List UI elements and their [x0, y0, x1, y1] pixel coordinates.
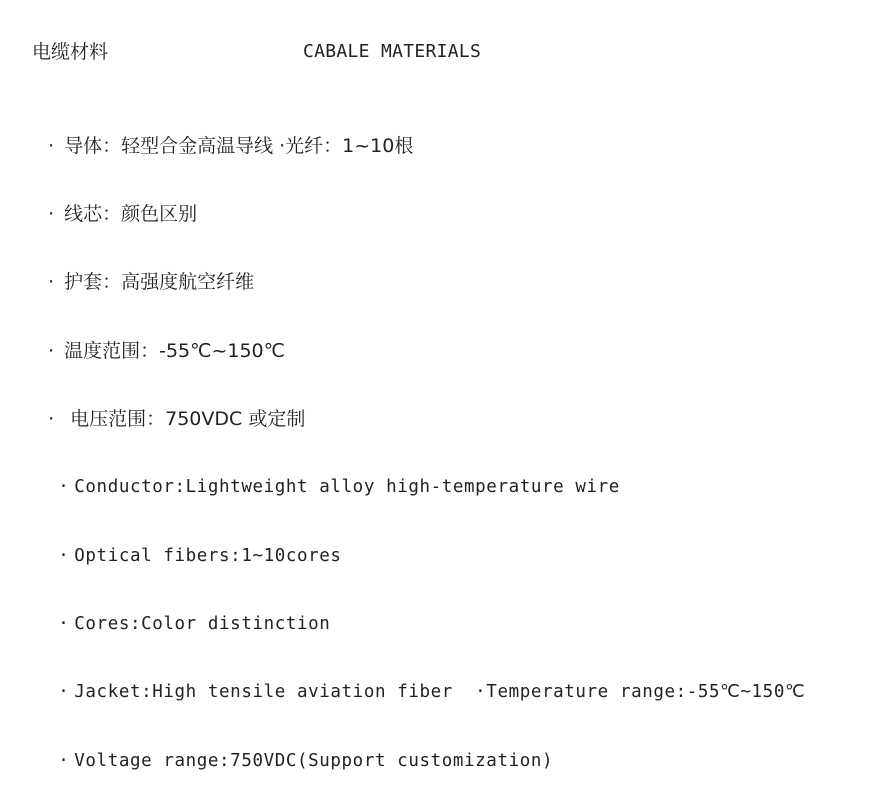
- list-item-conductor-en: [36, 451, 620, 499]
- list-item-conductor-cn: [36, 110, 413, 158]
- list-item-text: 护套：高强度航空纤维: [64, 271, 255, 293]
- list-item-text: 温度范围：-55℃~150℃: [64, 340, 285, 362]
- list-item-optical-en: [36, 520, 342, 568]
- list-item-temperature-cn: [36, 315, 285, 363]
- bullet: ·: [48, 203, 55, 225]
- list-item-jacket-temperature-en: [36, 656, 805, 704]
- bullet: ·: [58, 682, 70, 702]
- bullet: ·: [58, 614, 70, 634]
- list-item-text: 电压范围：750VDC 或定制: [64, 408, 306, 430]
- bullet: ·: [48, 135, 55, 157]
- list-item-jacket-cn: [36, 246, 254, 294]
- bullet: ·: [58, 546, 70, 566]
- bullet: ·: [58, 477, 70, 497]
- list-item-text: Conductor:Lightweight alloy high-temperature wire: [74, 477, 620, 497]
- list-item-text: Cores:Color distinction: [74, 614, 331, 634]
- list-item-cores-en: [36, 588, 330, 636]
- list-item-text: 线芯：颜色区别: [64, 203, 198, 225]
- bullet: ·: [58, 751, 70, 771]
- title-english: CABALE MATERIALS: [303, 41, 482, 62]
- list-item-cores-cn: [36, 178, 197, 226]
- title-chinese: 电缆材料: [32, 41, 109, 63]
- list-item-voltage-cn: [36, 383, 305, 431]
- list-item-text: 导体：轻型合金高温导线 ·光纤：1~10根: [64, 135, 414, 157]
- bullet: ·: [48, 408, 55, 430]
- list-item-text: Optical fibers:1~10cores: [74, 546, 342, 566]
- bullet: ·: [48, 271, 55, 293]
- bullet: ·: [48, 340, 55, 362]
- list-item-text: Jacket:High tensile aviation fiber ·Temperature range:-55℃~150℃: [74, 682, 806, 702]
- list-item-voltage-en: [36, 725, 553, 773]
- list-item-text: Voltage range:750VDC(Support customization): [74, 751, 554, 771]
